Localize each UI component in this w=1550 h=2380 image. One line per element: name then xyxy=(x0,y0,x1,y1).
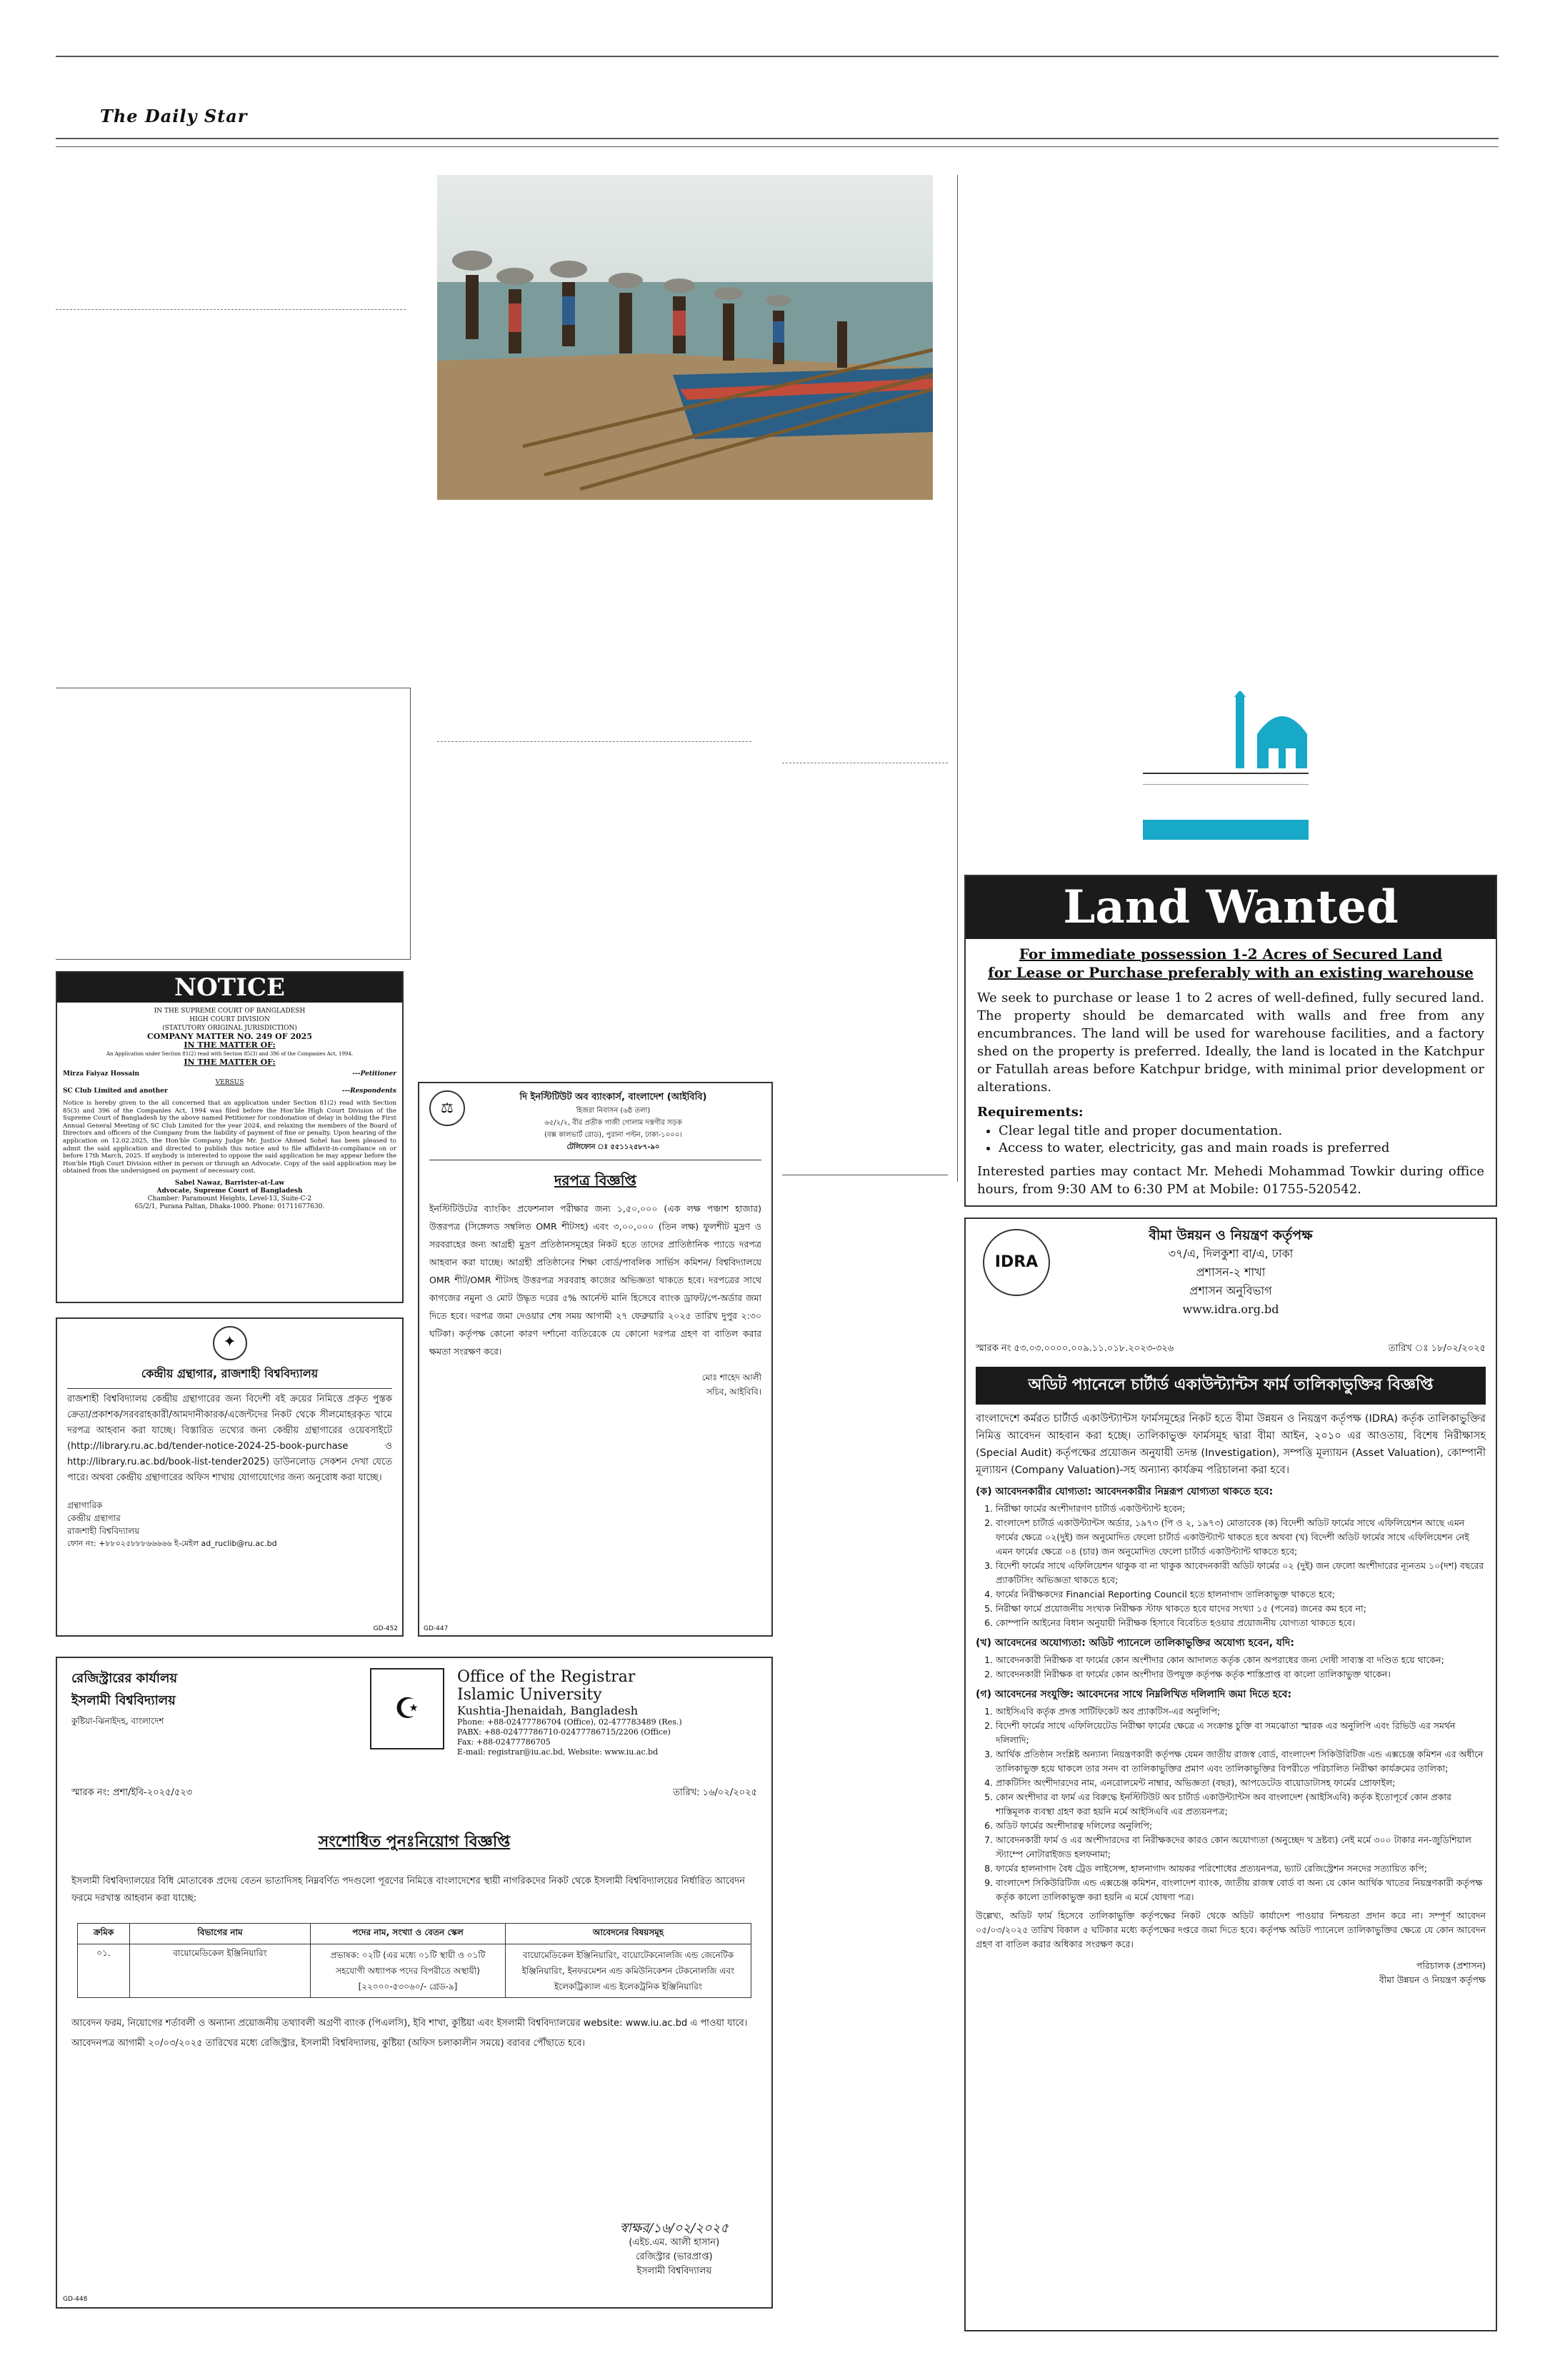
court-notice xyxy=(56,971,404,1303)
masthead-rule xyxy=(56,138,1499,139)
idra-branch: প্রশাসন-২ শাখা xyxy=(1196,1265,1266,1279)
idra-date: তারিখ ঃ ১৮/০২/২০২৫ xyxy=(1388,1343,1486,1354)
ad-code: GD-447 xyxy=(424,1625,449,1632)
petitioner-role: ---Petitioner xyxy=(352,1070,396,1078)
idra-list-item: 1. আবেদনকারী নিরীক্ষক বা ফার্মের কোন অংশীদার কোন আদালত কর্তৃক কোন অপরাধের জন্য দোষী সাব্যস্ত বা দণ্ডিত হয়ে থাকেন; xyxy=(996,1653,1486,1667)
idra-list-item: 2. আবেদনকারী নিরীক্ষক বা ফার্মের কোন অংশীদার উপযুক্ত কর্তৃপক্ষ কর্তৃক শাস্তিপ্রাপ্ত বা কালো তালিকাভুক্ত থাকেন। xyxy=(996,1667,1486,1682)
idra-list-item: 5. নিরীক্ষা ফার্মে প্রয়োজনীয় সংখ্যক নিরীক্ষক স্টাফ থাকতে হবে যাদের সংখ্যা ১৫ (পনের) জনের কম হবে না; xyxy=(996,1602,1486,1616)
ibb-sign-name: মোঃ শাহেদ আলী xyxy=(701,1372,761,1382)
table-cell: প্রভাষক: ০২টি (এর মধ্যে ০১টি স্থায়ী ও ০১টি সহযোগী অধ্যাপক পদের বিপরীতে অস্থায়ী) [২২০০০-৫৩০৬০/- গ্রেড-৯] xyxy=(311,1944,506,1998)
iu-title: সংশোধিত পুনঃনিয়োগ বিজ্ঞপ্তি xyxy=(318,1833,511,1851)
iu-en-phone: Phone: +88-02477786704 (Office), 02-477783489 (Res.) xyxy=(457,1717,682,1727)
table-row xyxy=(78,1944,751,1998)
iu-sign-title: রেজিস্ট্রার (ভারপ্রাপ্ত) xyxy=(635,2251,713,2262)
table-header: ক্রমিক xyxy=(78,1924,130,1944)
court-line: (STATUTORY ORIGINAL JURISDICTION) xyxy=(162,1025,297,1032)
in-matter-heading: IN THE MATTER OF: xyxy=(184,1040,276,1050)
idra-section-ka: (ক) আবেদনকারীর যোগ্যতা: আবেদনকারীর নিম্নরূপ যোগ্যতা থাকতে হবে: xyxy=(976,1486,1274,1497)
idra-list-item: 4. ফার্মের নিরীক্ষকদের Financial Reporting Council হতে হালনাগাদ তালিকাভুক্ত থাকতে হবে; xyxy=(996,1587,1486,1602)
land-subtitle: for Lease or Purchase preferably with an existing warehouse xyxy=(988,964,1474,981)
signatory: Sabel Nawaz, Barrister-at-Law xyxy=(174,1179,285,1187)
idra-name: বীমা উন্নয়ন ও নিয়ন্ত্রণ কর্তৃপক্ষ xyxy=(1149,1227,1313,1243)
idra-list-item: 2. বাংলাদেশ চার্টার্ড একাউন্ট্যান্টস অর্ডার, ১৯৭৩ (পি ও ২, ১৯৭৩) মোতাবেক (ক) বিদেশী অডিট ফার্মের সাথে এফিলিয়েশন আছে এমন ফার্মের ক্ষেত্রে ০২(দুই) জন অনুমোদিত ফেলো চার্টার্ড একাউন্ট্যান্ট থাকতে হবে অথবা (খ) বিদেশী অডিট ফার্মের সাথে এফিলিয়েশন নেই এমন ফার্মের ক্ষেত্রে ০৪ (চার) জন অনুমোদিত ফেলো চার্টার্ড একাউন্ট্যান্ট থাকতে হবে; xyxy=(996,1516,1486,1559)
library-sign: গ্রন্থাগারিক xyxy=(67,1500,103,1510)
table-header: পদের নাম, সংখ্যা ও বেতন স্কেল xyxy=(311,1924,506,1944)
land-req-title: Requirements: xyxy=(977,1105,1084,1120)
rajshahi-university-logo-icon: ✦ xyxy=(213,1326,247,1360)
chamber-address: 65/2/1, Purana Paltan, Dhaka-1000. Phone: 01711677630. xyxy=(134,1202,325,1210)
iu-date: তারিখ: ১৬/০২/২০২৫ xyxy=(673,1787,757,1798)
table-cell: বায়োমেডিকেল ইঞ্জিনিয়ারিং, বায়োটেকনোলজি এন্ড জেনেটিক ইঞ্জিনিয়ারিং, ইনফরমেশন এন্ড কমিউনিকেশন টেকনোলজি এবং ইলেকট্রিক্যাল এন্ড ইলেকট্রনিক ইঞ্জিনিয়ারিং xyxy=(506,1944,751,1998)
iu-en-place: Kushtia-Jhenaidah, Bangladesh xyxy=(457,1704,639,1717)
table-header: বিভাগের নাম xyxy=(130,1924,311,1944)
idra-intro: বাংলাদেশে কর্মরত চার্টার্ড একাউন্ট্যান্টস ফার্মসমূহের নিকট হতে বীমা উন্নয়ন ও নিয়ন্ত্রণ কর্তৃপক্ষ (IDRA) কর্তৃক তালিকাভুক্তির নিমিত্ত আবেদন আহবান করা হচ্ছে। তালিকাভুক্ত ফার্মসমূহ দ্বারা বীমা আইন, ২০১০ এর আওতায়, বিশেষ নিরীক্ষাসহ (Special Audit) কর্তৃপক্ষের প্রয়োজন অনুযায়ী তদন্ত (Investigation), সম্পত্তি মূল্যায়ন (Asset Valuation), কোম্পানী মূল্যায়ন (Company Valuation)-সহ অন্যান্য কার্যক্রম পরিচালনা করা হবে। xyxy=(976,1413,1486,1476)
idra-list-item: 3. বিদেশী ফার্মের সাথে এফিলিয়েশন থাকুক বা না থাকুক আবেদনকারী অডিট ফার্মের ০২ (দুই) জন ফেলো অংশীদারের ন্যূনতম ১০(দশ) বছরের প্র্যাকটিসিং অভিজ্ঞতা থাকতে হবে; xyxy=(996,1559,1486,1587)
idra-section: প্রশাসন অনুবিভাগ xyxy=(1189,1284,1272,1297)
logo-rule xyxy=(1143,773,1309,774)
iu-intro: ইসলামী বিশ্ববিদ্যালয়ের বিধি মোতাবেক প্রদেয় বেতন ভাতাদিসহ নিম্নবর্ণিত পদগুলো পূরণের নিমিত্তে বাংলাদেশের স্থায়ী নাগরিকদের নিকট থেকে ইসলামী বিশ্ববিদ্যালয়ের নির্ধারিত আবেদন ফরমে দরখাস্ত আহবান করা যাচ্ছে: xyxy=(71,1876,745,1904)
iu-footer: আবেদন ফরম, নিয়োগের শর্তাবলী ও অন্যান্য প্রয়োজনীয় তথ্যাবলী অগ্রণী ব্যাংক (পিএলসি), ইবি শাখা, কুষ্টিয়া এবং ইসলামী বিশ্ববিদ্যালয়ের website: www.iu.ac.bd এ পাওয়া যাবে। আবেদনপত্র আগামী ২০/০৩/২০২৫ তারিখের মধ্যে রেজিস্ট্রার, ইসলামী বিশ্ববিদ্যালয়, কুষ্টিয়া (অফিস চলাকালীন সময়ে) বরাবর পৌঁছাতে হবে। xyxy=(71,2018,748,2049)
land-heading: Land Wanted xyxy=(966,876,1496,939)
library-body: রাজশাহী বিশ্ববিদ্যালয় কেন্দ্রীয় গ্রন্থাগারের জন্য বিদেশী বই ক্রয়ের নিমিত্তে প্রকৃত পুস্তক ক্রেতা/প্রকাশক/সরবরাহকারী/আমদানীকারক/এজেন্টদের নিকট থেকে সীলমোহরকৃত খামে দরপত্র আহবান করা যাচ্ছে। বিস্তারিত তথ্যের জন্য কেন্দ্রীয় গ্রন্থাগারের ওয়েবসাইটে (http://library.ru.ac.bd/tender-notice-2024-25-book-purchase ও http://library.ru.ac.bd/book-list-tender2025) ডাউনলোড সেকশন দেখা যেতে পারে। অথবা কেন্দ্রীয় গ্রন্থাগারের অফিস শাখায় যোগাযোগের জন্য অনুরোধ করা যাচ্ছে। xyxy=(67,1394,392,1483)
idra-list-item: 8. ফার্মের হালনাগাদ বৈধ ট্রেড লাইসেন্স, হালনাগাদ আয়কর পরিশোধের প্রত্যয়নপত্র, ভ্যাট রেজিস্ট্রেশন সনদের সত্যায়িত কপি; xyxy=(996,1862,1486,1876)
divider xyxy=(56,959,411,960)
iu-signature: স্বাক্ষর/১৬/০২/২০২৫ xyxy=(619,2221,729,2236)
application-line: An Application under Section 81(2) read with Section 85(3) and 396 of the Companies Act, 1994. xyxy=(106,1051,354,1057)
versus: VERSUS xyxy=(215,1079,244,1086)
table-cell: ০১. xyxy=(78,1944,130,1998)
iu-en-email: E-mail: registrar@iu.ac.bd, Website: www.iu.ac.bd xyxy=(457,1747,659,1757)
idra-ref: স্মারক নং ৫৩.০৩.০০০০.০০৯.১১.০১৮.২০২৩-৩২৬ xyxy=(976,1343,1174,1354)
idra-address: ৩৭/এ, দিলকুশা বা/এ, ঢাকা xyxy=(1168,1247,1294,1260)
divider xyxy=(437,741,751,743)
masthead: The Daily Star xyxy=(100,106,248,126)
iu-sign-univ: ইসলামী বিশ্ববিদ্যালয় xyxy=(636,2266,712,2276)
iu-en-pabx: PABX: +88-02477786710-02477786715/2206 (Office) xyxy=(457,1727,671,1737)
news-photo-workers-on-boat xyxy=(437,175,933,500)
idra-title: অডিট প্যানেলে চার্টার্ড একাউন্ট্যান্টস ফার্ম তালিকাভুক্তির বিজ্ঞপ্তি xyxy=(976,1367,1486,1405)
court-line: HIGH COURT DIVISION xyxy=(189,1016,270,1023)
ibb-title: দরপত্র বিজ্ঞপ্তি xyxy=(554,1172,636,1189)
iu-bn-place: কুষ্টিয়া-ঝিনাইদহ, বাংলাদেশ xyxy=(71,1716,164,1726)
iu-sign-name: (এইচ.এম. আলী হাসান) xyxy=(629,2237,720,2248)
land-body: We seek to purchase or lease 1 to 2 acres of well-defined, fully secured land. The property should be demarcated with walls and free from any encumbrances. The land will be used for warehouse facilities, and a factory shed on the property is preferred. Ideally, the land is located in the Katchpur or Fatullah areas before Katchpur bridge, with minimal prior development or alterations. xyxy=(977,990,1484,1095)
petitioner-name: Mirza Faiyaz Hossain xyxy=(63,1070,140,1078)
land-contact: Interested parties may contact Mr. Mehedi Mohammad Towkir during office hours, from 9:30 AM to 6:30 PM at Mobile: 01755-520542. xyxy=(977,1164,1484,1197)
idra-list-item: 3. আর্থিক প্রতিষ্ঠান সংশ্লিষ্ট অন্যান্য নিয়ন্ত্রণকারী কর্তৃপক্ষ যেমন জাতীয় রাজস্ব বোর্ড, বাংলাদেশ সিকিউরিটিজ এন্ড এক্সচেঞ্জ কমিশন এর অধীনে তালিকাভুক্ত হয়ে থাকলে তার সনদ বা তালিকাভুক্তির প্রমাণ এবং তালিকাভুক্তির বিপরীতে পরিচালিত নিরীক্ষা কার্যক্রমের তালিকা; xyxy=(996,1747,1486,1776)
idra-sign-title: পরিচালক (প্রশাসন) xyxy=(1416,1960,1486,1971)
iu-en-fax: Fax: +88-02477786705 xyxy=(457,1737,551,1747)
iu-en-office: Office of the Registrar xyxy=(457,1668,636,1686)
respondent-name: SC Club Limited and another xyxy=(63,1088,168,1095)
divider xyxy=(957,175,958,1182)
notice-heading: NOTICE xyxy=(57,973,402,1003)
ibb-address: ৬৫/২/২, বীর প্রতীক গাজী গোলাম দস্তগীর সড়ক xyxy=(544,1119,682,1127)
divider xyxy=(56,309,406,311)
ad-code: GD-448 xyxy=(63,2296,88,2303)
divider xyxy=(782,763,948,764)
cyan-bar xyxy=(1143,820,1309,840)
idra-section-ga: (গ) আবেদনের সংযুক্তি: আবেদনের সাথে নিম্নলিখিত দলিলাদি জমা দিতে হবে: xyxy=(976,1689,1292,1700)
ibb-logo-icon: ⚖ xyxy=(429,1090,465,1126)
iu-en-univ: Islamic University xyxy=(457,1686,602,1704)
idra-closing: উল্লেখ্য, অডিট ফার্ম হিসেবে তালিকাভুক্তি কর্তৃপক্ষের নিকট থেকে অডিট কার্যাদেশ পাওয়ার নিশ্চয়তা প্রদান করে না। সম্পূর্ণ আবেদন ০৫/০৩/২০২৫ তারিখ বিকাল ৫ ঘটিকার মধ্যে কর্তৃপক্ষের দপ্তরে জমা দিতে হবে। কর্তৃপক্ষ অডিট প্যানেলে তালিকাভুক্তির ক্ষেত্রে যে কোন আবেদন গ্রহণ বা বাতিল করার অধিকার সংরক্ষণ করে। xyxy=(976,1910,1486,1949)
idra-section-kha: (খ) আবেদনের অযোগ্যতা: অডিট প্যানেলে তালিকাভুক্তির অযোগ্য হবেন, যদি: xyxy=(976,1637,1294,1649)
library-title: কেন্দ্রীয় গ্রন্থাগার, রাজশাহী বিশ্ববিদ্যালয় xyxy=(67,1365,392,1389)
idra-logo-icon: IDRA xyxy=(983,1229,1050,1296)
ibb-sign-title: সচিব, আইবিবি। xyxy=(706,1387,761,1397)
table-cell: বায়োমেডিকেল ইঞ্জিনিয়ারিং xyxy=(130,1944,311,1998)
land-requirement: • Access to water, electricity, gas and main roads is preferred xyxy=(999,1140,1484,1157)
ibb-tender-ad xyxy=(418,1082,773,1637)
idra-list-item: 9. বাংলাদেশ সিকিউরিটিজ এন্ড এক্সচেঞ্জ কমিশন, বাংলাদেশ ব্যাংক, জাতীয় রাজস্ব বোর্ড বা অন্য যে কোন আর্থিক খাতের নিয়ন্ত্রণকারী কর্তৃপক্ষ কর্তৃক কালো তালিকাভুক্ত করা হয়নি এ মর্মে যোষণা পত্র। xyxy=(996,1876,1486,1904)
chamber: Chamber: Paramount Heights, Level-13, Suite-C-2 xyxy=(147,1195,312,1202)
idra-list-item: 6. অডিট ফার্মের অংশীদারত্ব দলিলের অনুলিপি; xyxy=(996,1819,1486,1833)
ibb-address: হিজরা নিবাসন (৬ষ্ঠ তলা) xyxy=(576,1107,651,1115)
ad-code: GD-452 xyxy=(373,1625,398,1632)
land-requirement: • Clear legal title and proper documentation. xyxy=(999,1123,1484,1140)
land-subtitle: For immediate possession 1-2 Acres of Secured Land xyxy=(1019,945,1443,963)
company-matter: COMPANY MATTER NO. 249 OF 2025 xyxy=(147,1032,312,1041)
ibb-body: ইনস্টিটিউটের ব্যাংকিং প্রফেশনাল পরীক্ষার জন্য ১,৫০,০০০ (এক লক্ষ পঞ্চাশ হাজার) উত্তরপত্র (সিঙ্গেলড সম্বলিত OMR শীটসহ) এবং ৩,০০,০০০ (তিন লক্ষ) ফুলশীট মুদ্রণ ও সরবরাহের জন্য আগ্রহী মুদ্রণ প্রতিষ্ঠানসমূহের নিকট হতে তাদের প্রাতিষ্ঠানিক প্যাডে দরপত্র আহবান করা যাচ্ছে। আগ্রহী প্রতিষ্ঠানের শিক্ষা বোর্ড/পাবলিক সার্ভিস কমিশন/ বিশ্ববিদ্যালয়ে OMR শীট/OMR শীটসহ উত্তরপত্র সরবরাহ কাজের অভিজ্ঞতা থাকতে হবে। দরপত্রের সাথে কাগজের নমুনা ও মোট উদ্ধৃত দরের ৫% আর্নেস্ট মানি হিসেবে ব্যাংক ড্রাফট/পে-অর্ডার জমা দিতে হবে। দরপত্র জমা দেওয়ার শেষ সময় আগামী ২৭ ফেব্রুয়ারি ২০২৫ তারিখ দুপুর ২:৩০ ঘটিকা। কর্তৃপক্ষ কোনো কারণ দর্শানো ব্যতিরেকে যে কোনো দরপত্র গ্রহণ বা বাতিল করার ক্ষমতা সংরক্ষণ করে। xyxy=(429,1203,761,1357)
iu-post-table xyxy=(77,1923,751,1998)
idra-list-item: 2. বিদেশী ফার্মের সাথে এফিলিয়েটেড নিরীক্ষা ফার্মের ক্ষেত্রে এ সংক্রান্ত চুক্তি বা সমঝোতা স্মারক এর অনুলিপি এবং রিভিউ এর সমর্থন দলিলাদি; xyxy=(996,1719,1486,1747)
court-line: IN THE SUPREME COURT OF BANGLADESH xyxy=(154,1008,306,1015)
library-sign: রাজশাহী বিশ্ববিদ্যালয় xyxy=(67,1526,140,1536)
top-rule xyxy=(56,56,1499,57)
idra-sign-org: বীমা উন্নয়ন ও নিয়ন্ত্রণ কর্তৃপক্ষ xyxy=(1379,1974,1486,1985)
respondent-role: ---Respondents xyxy=(341,1088,396,1095)
ibb-name: দি ইনস্টিটিউট অব ব্যাংকার্স, বাংলাদেশ (আইবিবি) xyxy=(519,1092,707,1103)
idra-list-item: 7. আবেদনকারী ফার্ম ও এর অংশীদারদের বা নিরীক্ষকদের কারও কোন অযোগ্যতা (অনুচ্ছেদ খ দ্রষ্টব্য) নেই মর্মে ৩০০ টাকার নন-জুডিশিয়াল স্ট্যাম্পে নোটারাইজড হলফনামা; xyxy=(996,1833,1486,1862)
idra-list-item: 6. কোম্পানি আইনের বিধান অনুযায়ী নিরীক্ষক হিসাবে বিবেচিত হওয়ার প্রয়োজনীয় যোগ্যতা থাকতে হবে। xyxy=(996,1616,1486,1630)
signatory-title: Advocate, Supreme Court of Bangladesh xyxy=(156,1187,303,1195)
idra-list-item: 4. প্রাকটিসিং অংশীদারদের নাম, এনরোলমেন্ট নাম্বার, অভিজ্ঞতা (বছর), আপডেটেড বায়োডাটাসহ ফার্মের প্রোফাইল; xyxy=(996,1776,1486,1790)
ibb-address: (বক্স কালভার্ট রোড), পুরানা পল্টন, ঢাকা-১০০০। xyxy=(544,1131,682,1139)
library-sign: কেন্দ্রীয় গ্রন্থাগার xyxy=(67,1513,121,1523)
iu-logo-icon: ☪ xyxy=(370,1668,444,1749)
mosque-logo-icon xyxy=(1229,691,1314,773)
in-matter-heading: IN THE MATTER OF: xyxy=(184,1058,276,1067)
iu-bn-office: রেজিস্ট্রারের কার্যালয় xyxy=(71,1671,178,1686)
idra-website: www.idra.org.bd xyxy=(1182,1302,1279,1316)
idra-notice-ad xyxy=(964,1217,1497,2331)
library-contact: ফোন নং: +৮৮০২৫৮৮৮৬৬৬৬৬ ই-মেইল ad_ruclib@ru.ac.bd xyxy=(67,1539,277,1548)
iu-ref: স্মারক নং: প্রশা/ইবি-২০২৫/৫২৩ xyxy=(71,1787,193,1798)
idra-list-item: 1. আইসিএবি কর্তৃক প্রদত্ত সার্টিফিকেট অব প্র্যাকটিস-এর অনুলিপি; xyxy=(996,1704,1486,1719)
iu-bn-univ: ইসলামী বিশ্ববিদ্যালয় xyxy=(71,1693,176,1708)
idra-list-item: 5. কোন অংশীদার বা ফার্ম এর বিরুদ্ধে ইনস্টিটিউট অব চার্টার্ড একাউন্ট্যান্টস অব বাংলাদেশ (আইসিএবি) কর্তৃক ইতোপূর্বে কোন প্রকার শাস্তিমূলক ব্যবস্থা গ্রহণ করা হয়নি মর্মে আইসিএবি এর প্রত্যয়নপত্র; xyxy=(996,1790,1486,1819)
land-wanted-ad xyxy=(964,875,1497,1207)
library-tender-ad xyxy=(56,1317,404,1637)
ibb-phone: টেলিফোন ঃ ৫৫১১২৫৮৭-৯০ xyxy=(566,1143,660,1151)
iu-recruitment-ad xyxy=(56,1657,773,2309)
idra-list-item: 1. নিরীক্ষা ফার্মের অংশীদারগণ চার্টার্ড একাউন্ট্যান্ট হবেন; xyxy=(996,1502,1486,1516)
divider xyxy=(410,688,411,959)
table-header: আবেদনের বিষয়সমূহ xyxy=(506,1924,751,1944)
masthead-rule-thin xyxy=(56,146,1499,147)
logo-rule-thin xyxy=(1143,784,1309,785)
notice-body: Notice is hereby given to the all concerned that an application under Section 81(2) read with Section 85(3) and 396 of the Companies Act, 1994 was filed before the Hon'ble High Court Division of the Supreme Court of Bangladesh by the above named Petitioner for condonation of delay in holding the First Annual General Meeting of SC Club Limited for the year 2024, and relaxing the members of the Board of Directors and officers of the Company from the liability of payment of fine or penalty. Upon hearing of the application on 12.02.2025, the Hon'ble Company Judge Mr. Justice Ahmed Sohel has been pleased to admit the said application and directed to publish this notice and to file affidavit-in-compliance on or before 17th March, 2025. If anybody is interested to oppose the said application he may appear before the Hon'ble High Court Division either in person or through an Advocate. Copy of the said application may be obtained from the undersigned on payment of necessary cost. xyxy=(63,1100,396,1175)
